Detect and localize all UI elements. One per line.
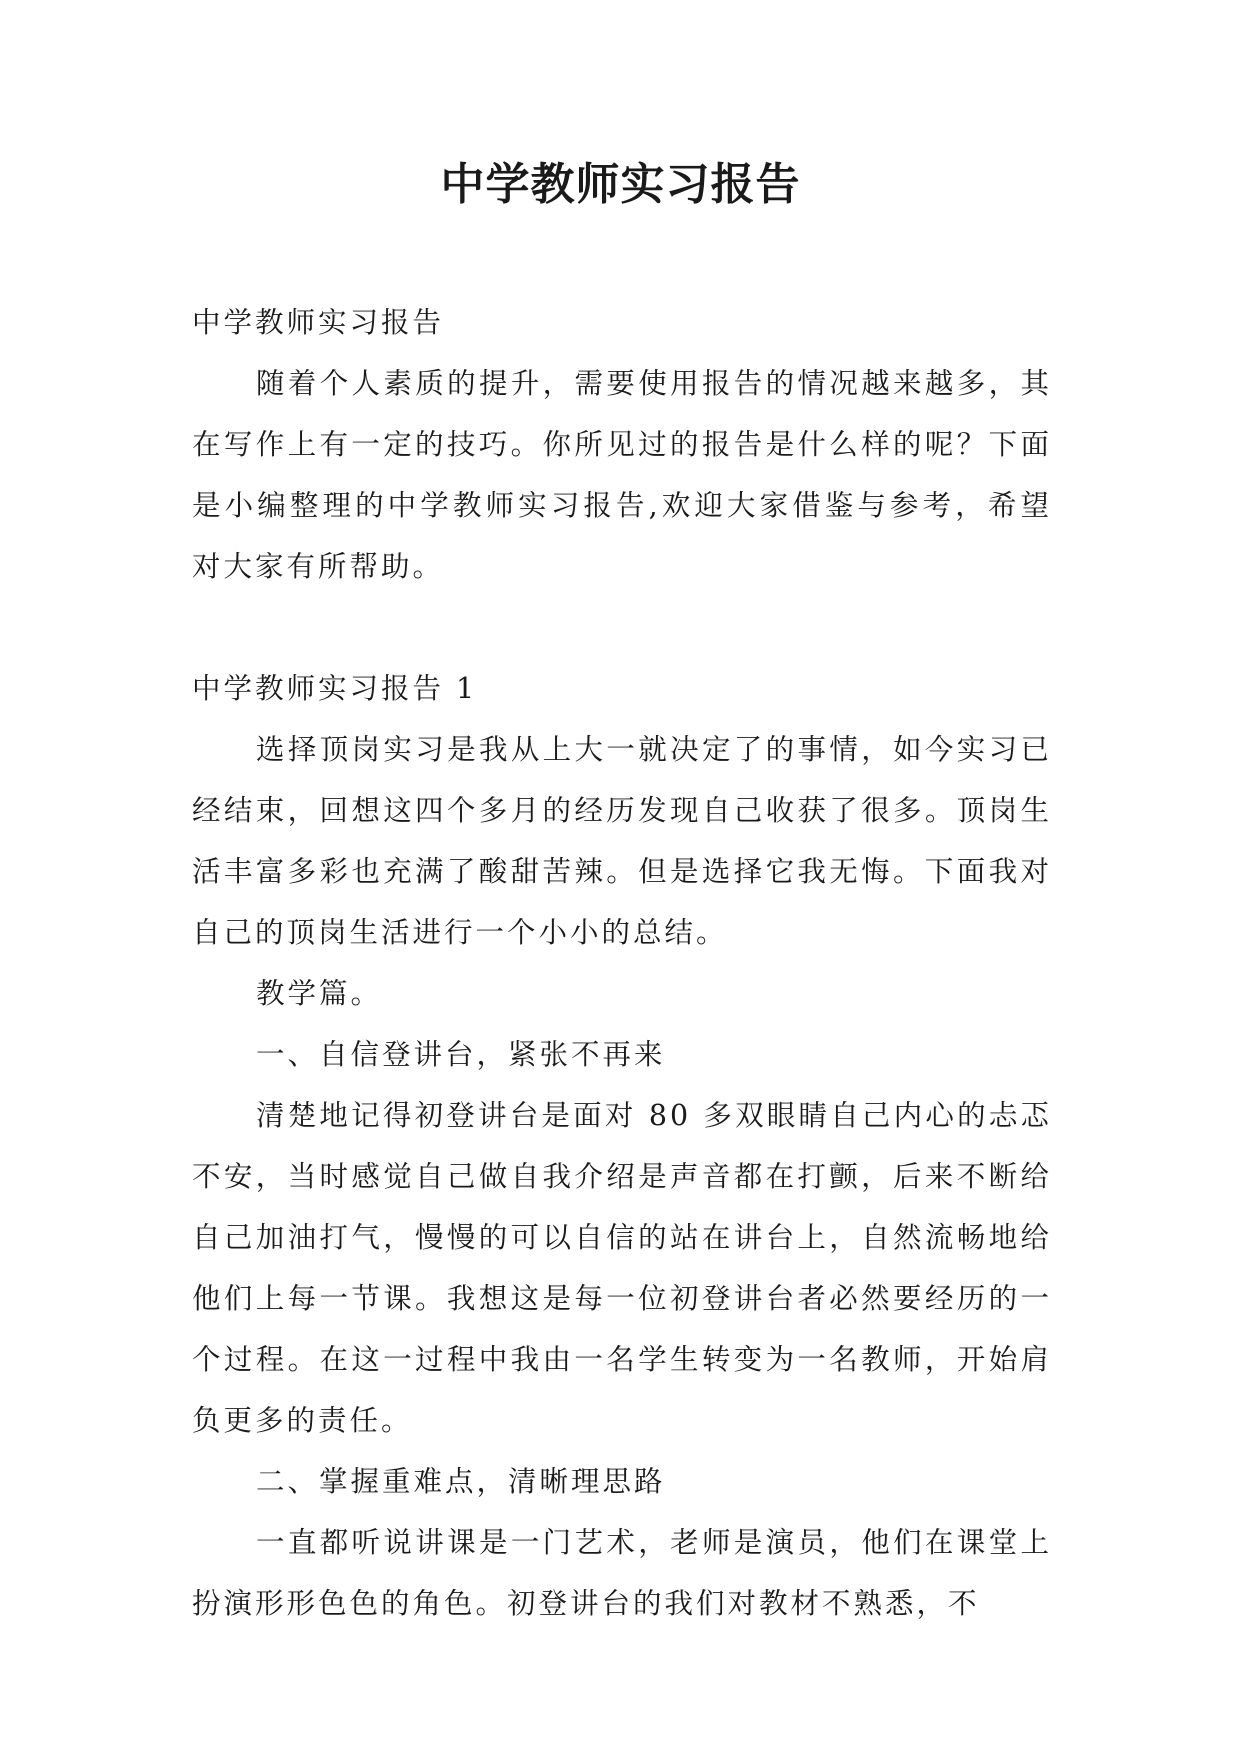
teaching-heading: 教学篇。 [256,977,383,1010]
document-body [192,292,1052,1634]
subheading-2: 二、掌握重难点，清晰理思路 [256,1465,666,1498]
report-heading: 中学教师实习报告 [192,306,445,339]
subheading-1: 一、自信登讲台，紧张不再来 [256,1038,666,1071]
section-heading-1: 中学教师实习报告 1 [192,672,478,705]
document-title: 中学教师实习报告 [440,159,801,210]
subheading-1-paragraph: 清楚地记得初登讲台是面对 80 多双眼睛自己内心的忐忑不安，当时感觉自己做自我介绍是声音都在打颤，后来不断给自己加油打气，慢慢的可以自信的站在讲台上，自然流畅地给他们上每一节课。我想这是每一位初登讲台者必然要经历的一个过程。在这一过程中我由一名学生转变为一名教师，开始肩负更多的责任。 [192,1099,1052,1437]
section-1-paragraph: 选择顶岗实习是我从上大一就决定了的事情，如今实习已经结束，回想这四个多月的经历发现自己收获了很多。顶岗生活丰富多彩也充满了酸甜苦辣。但是选择它我无悔。下面我对自己的顶岗生活进行一个小小的总结。 [192,733,1052,949]
subheading-2-paragraph: 一直都听说讲课是一门艺术，老师是演员，他们在课堂上扮演形形色色的角色。初登讲台的我们对教材不熟悉，不 [192,1526,1052,1620]
intro-paragraph: 随着个人素质的提升，需要使用报告的情况越来越多，其在写作上有一定的技巧。你所见过的报告是什么样的呢？下面是小编整理的中学教师实习报告,欢迎大家借鉴与参考，希望对大家有所帮助。 [192,367,1052,583]
